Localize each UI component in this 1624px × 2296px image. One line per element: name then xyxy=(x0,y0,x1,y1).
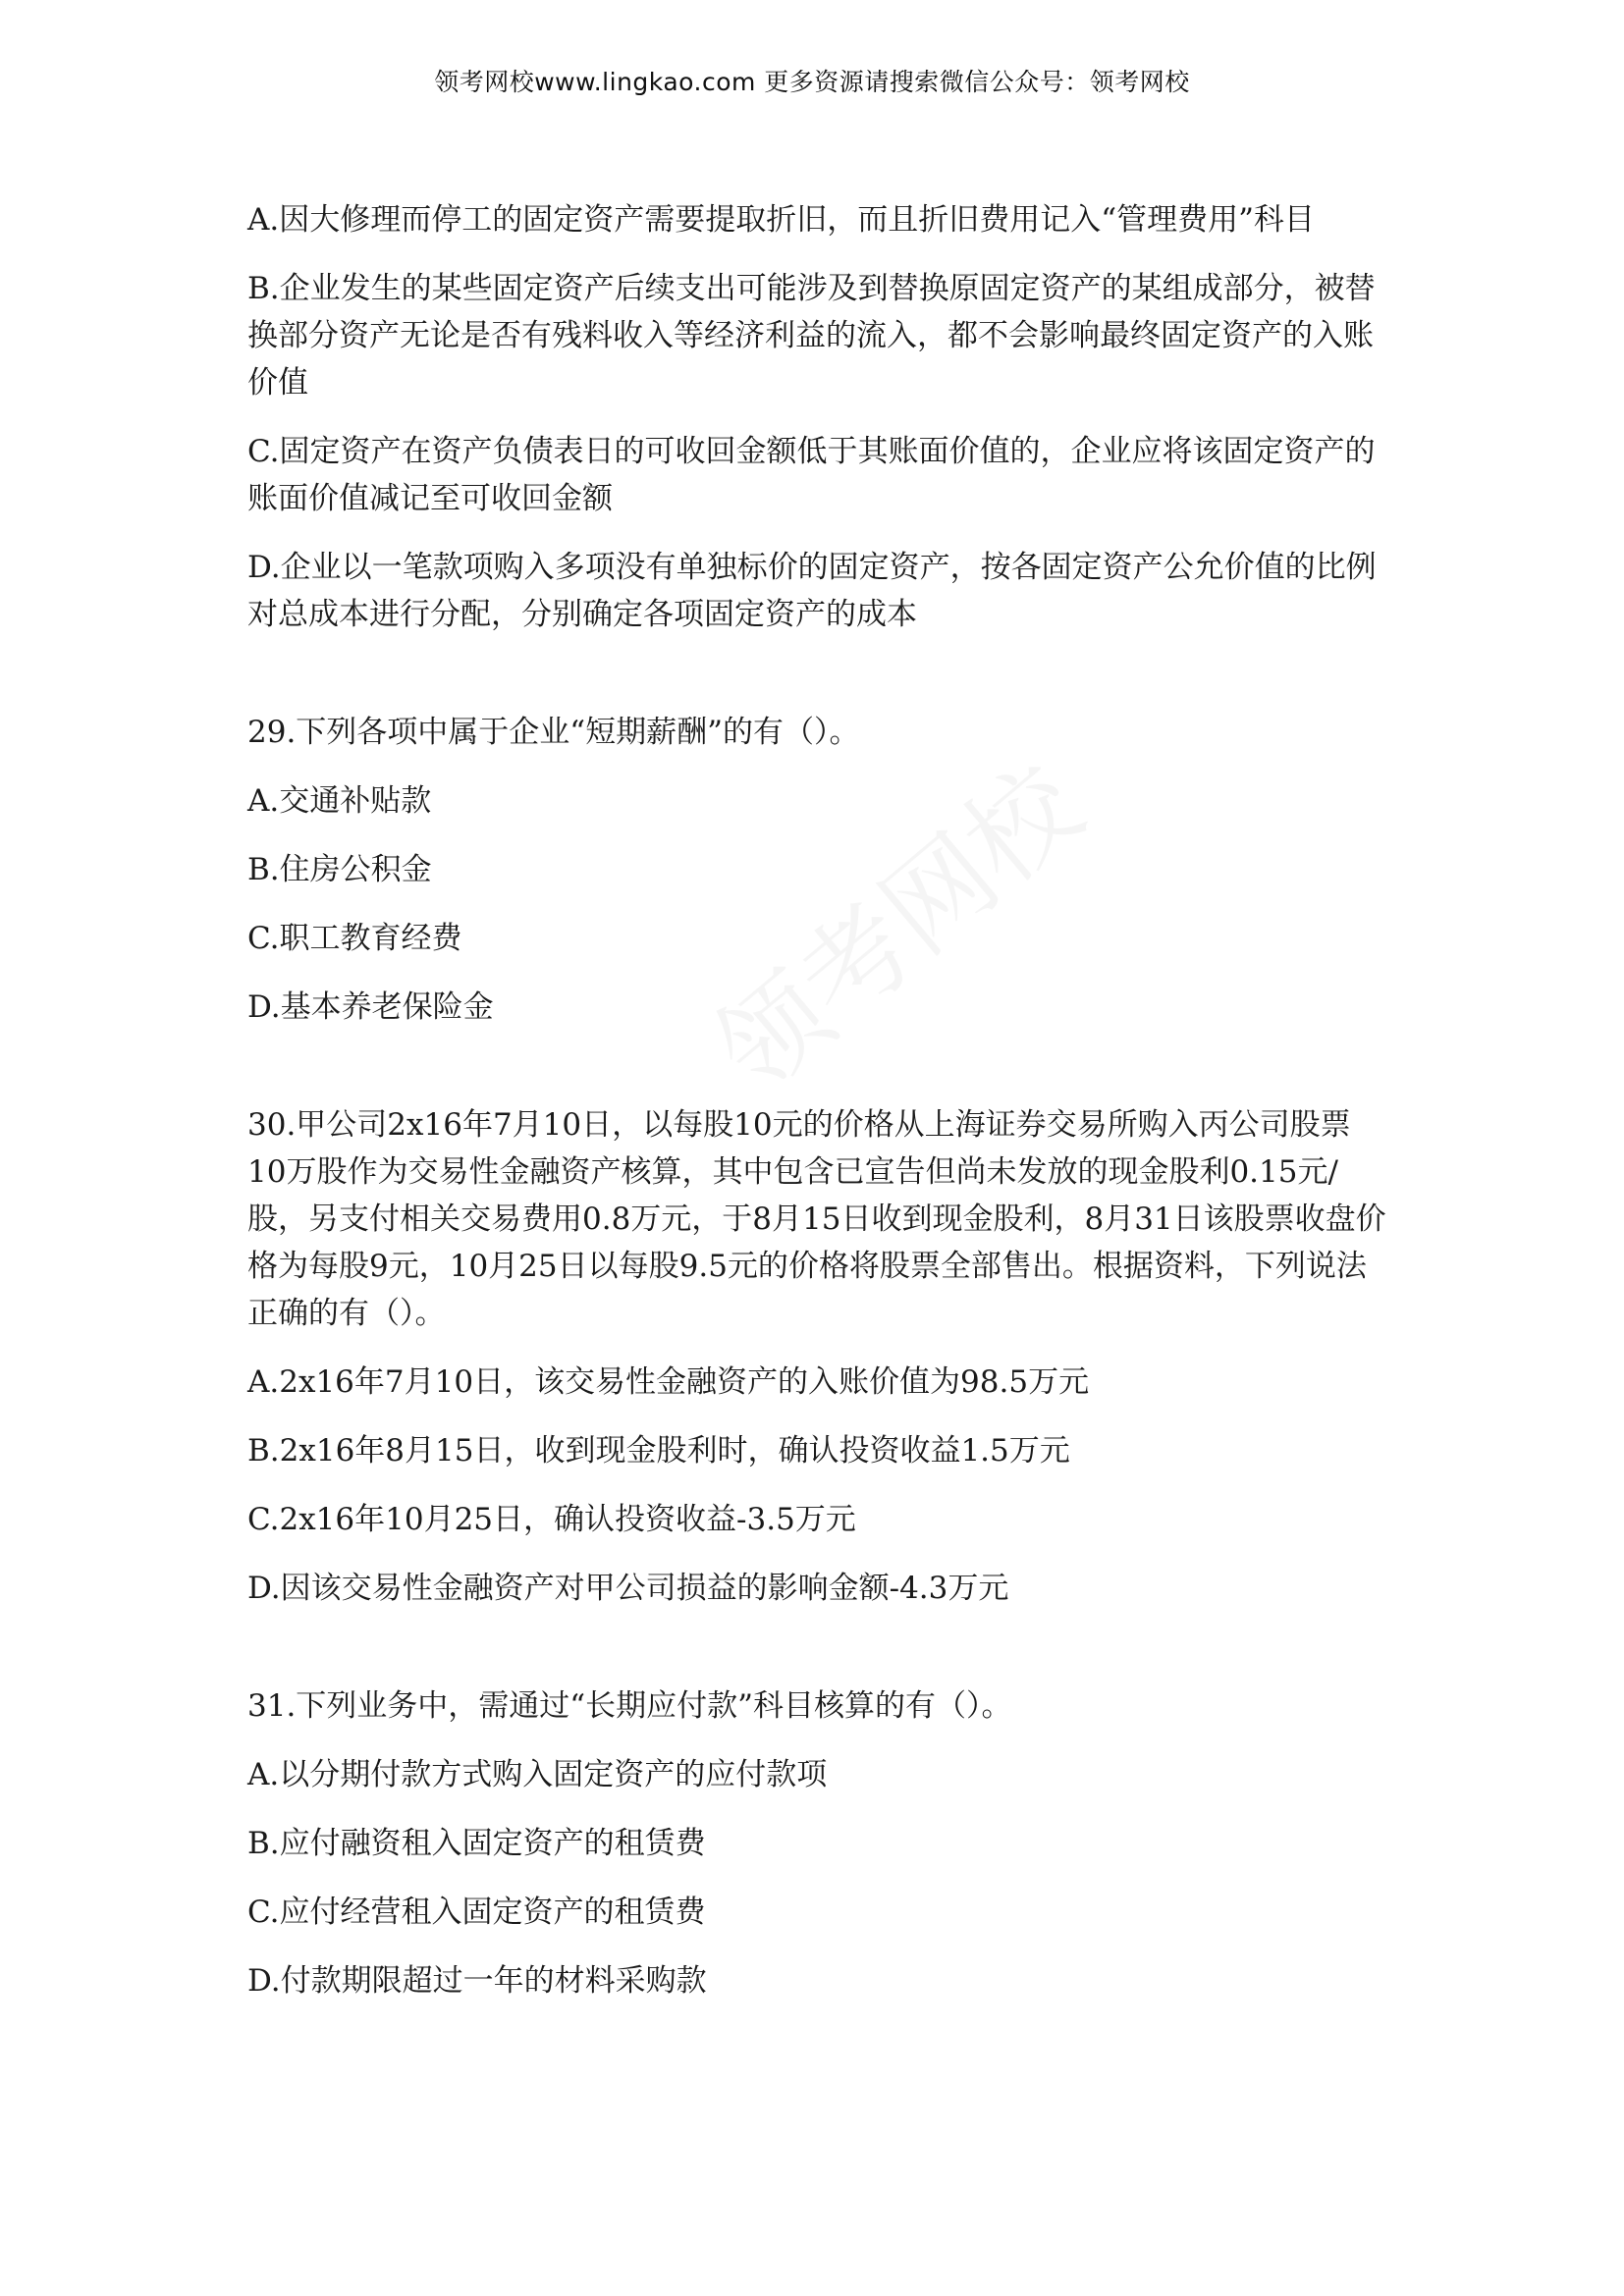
question-28-continued xyxy=(247,196,1386,638)
question-stem: 29.下列各项中属于企业“短期薪酬”的有（）。 xyxy=(247,715,860,750)
option-c: C.2x16年10月25日，确认投资收益-3.5万元 xyxy=(247,1502,856,1537)
option-b: B.住房公积金 xyxy=(247,852,432,887)
question-31 xyxy=(247,1682,1386,2004)
option-a: A.2x16年7月10日，该交易性金融资产的入账价值为98.5万元 xyxy=(247,1364,1090,1400)
option-d: D.因该交易性金融资产对甲公司损益的影响金额-4.3万元 xyxy=(247,1571,1009,1606)
option-d: D.企业以一笔款项购入多项没有单独标价的固定资产，按各固定资产公允价值的比例对总成本进行分配，分别确定各项固定资产的成本 xyxy=(247,550,1377,632)
option-d: D.付款期限超过一年的材料采购款 xyxy=(247,1963,707,1999)
option-b: B.2x16年8月15日，收到现金股利时，确认投资收益1.5万元 xyxy=(247,1433,1070,1468)
option-c: C.固定资产在资产负债表日的可收回金额低于其账面价值的，企业应将该固定资产的账面价值减记至可收回金额 xyxy=(247,434,1376,516)
question-stem: 30.甲公司2x16年7月10日，以每股10元的价格从上海证券交易所购入丙公司股票10万股作为交易性金融资产核算，其中包含已宣告但尚未发放的现金股利0.15元/股，另支付相关交易费用0.8万元，于8月15日收到现金股利，8月31日该股票收盘价格为每股9元，10月25日以每股9.5元的价格将股票全部售出。根据资料，下列说法正确的有（）。 xyxy=(247,1107,1386,1331)
page-header: 领考网校www.lingkao.com 更多资源请搜索微信公众号：领考网校 xyxy=(434,68,1190,96)
option-b: B.企业发生的某些固定资产后续支出可能涉及到替换原固定资产的某组成部分，被替换部分资产无论是否有残料收入等经济利益的流入，都不会影响最终固定资产的入账价值 xyxy=(247,271,1376,400)
option-d: D.基本养老保险金 xyxy=(247,989,494,1025)
option-a: A.交通补贴款 xyxy=(247,783,432,819)
option-b: B.应付融资租入固定资产的租赁费 xyxy=(247,1826,706,1861)
question-stem: 31.下列业务中，需通过“长期应付款”科目核算的有（）。 xyxy=(247,1688,1012,1724)
option-c: C.职工教育经费 xyxy=(247,921,462,956)
question-29 xyxy=(247,709,1386,1031)
option-a: A.因大修理而停工的固定资产需要提取折旧，而且折旧费用记入“管理费用”科目 xyxy=(247,202,1315,238)
option-c: C.应付经营租入固定资产的租赁费 xyxy=(247,1895,706,1930)
document-body xyxy=(247,196,1386,2026)
option-a: A.以分期付款方式购入固定资产的应付款项 xyxy=(247,1757,828,1792)
question-30 xyxy=(247,1101,1386,1612)
